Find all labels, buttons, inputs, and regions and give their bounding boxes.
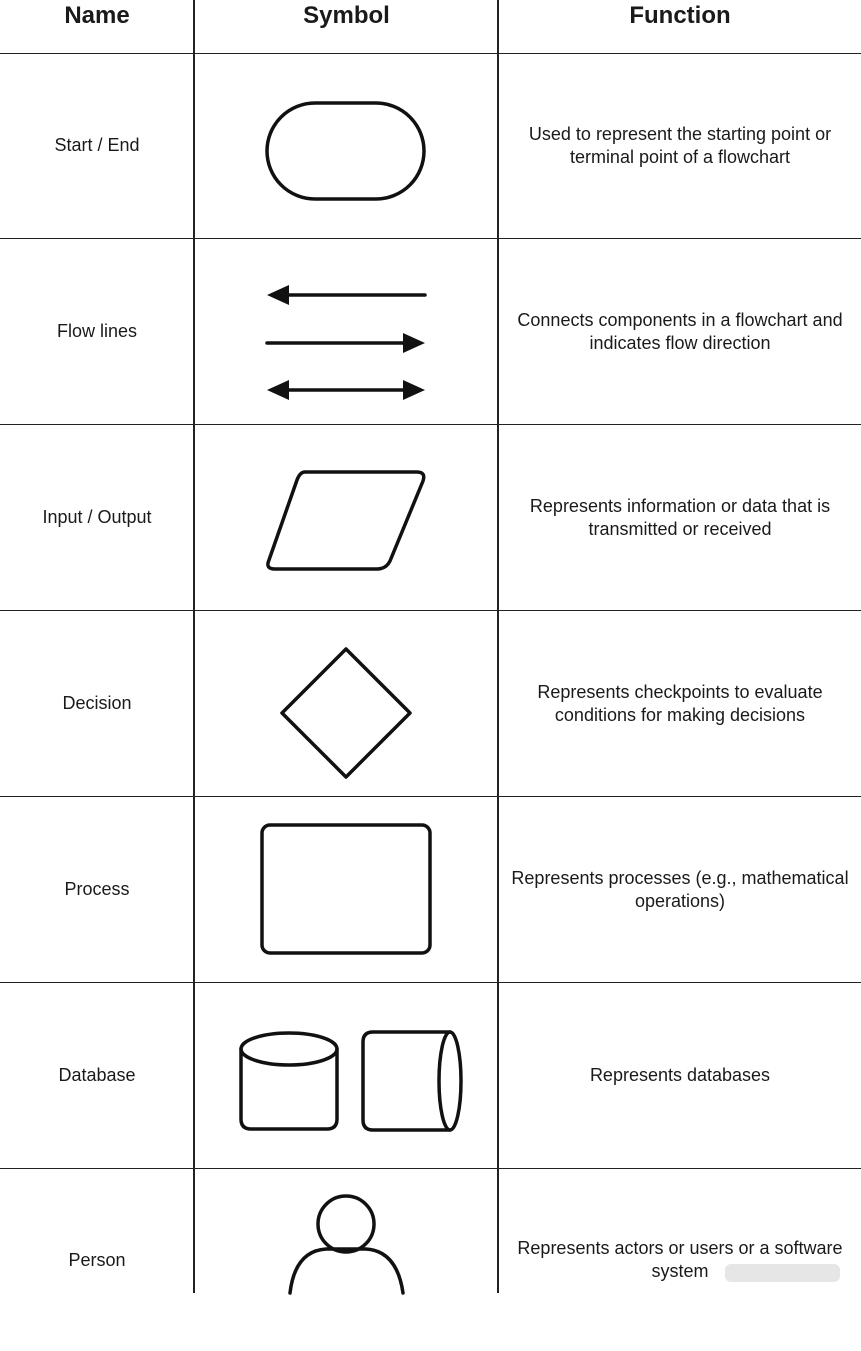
cylinder-icon: [195, 983, 498, 1169]
table-row: [0, 611, 861, 797]
header-name: Name: [64, 1, 130, 29]
table-row: [0, 797, 861, 983]
row-symbol: [195, 797, 498, 982]
row-name: Flow lines: [56, 321, 138, 341]
flow-arrows-icon: [195, 239, 498, 425]
row-function: Represents databases: [589, 1065, 771, 1085]
table-row: [0, 425, 861, 611]
row-function: Represents information or data that is transmitted or received: [529, 495, 831, 539]
parallelogram-icon: [195, 425, 498, 611]
blurred-watermark: [725, 1264, 840, 1282]
row-function: Represents actors or users or a software system: [517, 1238, 843, 1281]
table-header: [0, 0, 861, 54]
table-row: [0, 983, 861, 1169]
table-row: [0, 239, 861, 425]
person-icon: [195, 1169, 498, 1293]
row-symbol: [195, 53, 498, 238]
header-function: Function: [629, 1, 731, 29]
row-function: Represents processes (e.g., mathematical operations): [511, 867, 849, 911]
row-symbol: [195, 239, 498, 424]
row-function: Represents checkpoints to evaluate conditions for making decisions: [537, 681, 823, 725]
terminal-oval-icon: [195, 53, 498, 239]
row-symbol: [195, 611, 498, 796]
header-symbol: Symbol: [303, 1, 390, 29]
row-name: Decision: [62, 693, 132, 713]
row-name: Input / Output: [42, 507, 152, 527]
row-symbol: [195, 1169, 498, 1293]
row-name: Process: [64, 879, 130, 899]
rectangle-icon: [195, 797, 498, 983]
row-symbol: [195, 425, 498, 610]
row-name: Person: [68, 1249, 126, 1270]
row-name: Start / End: [54, 135, 140, 155]
table-row: [0, 53, 861, 239]
diamond-icon: [195, 611, 498, 797]
row-function: Used to represent the starting point or terminal point of a flowchart: [528, 123, 832, 167]
row-name: Database: [58, 1065, 136, 1085]
row-function: Connects components in a flowchart and indicates flow direction: [517, 309, 843, 353]
row-symbol: [195, 983, 498, 1168]
